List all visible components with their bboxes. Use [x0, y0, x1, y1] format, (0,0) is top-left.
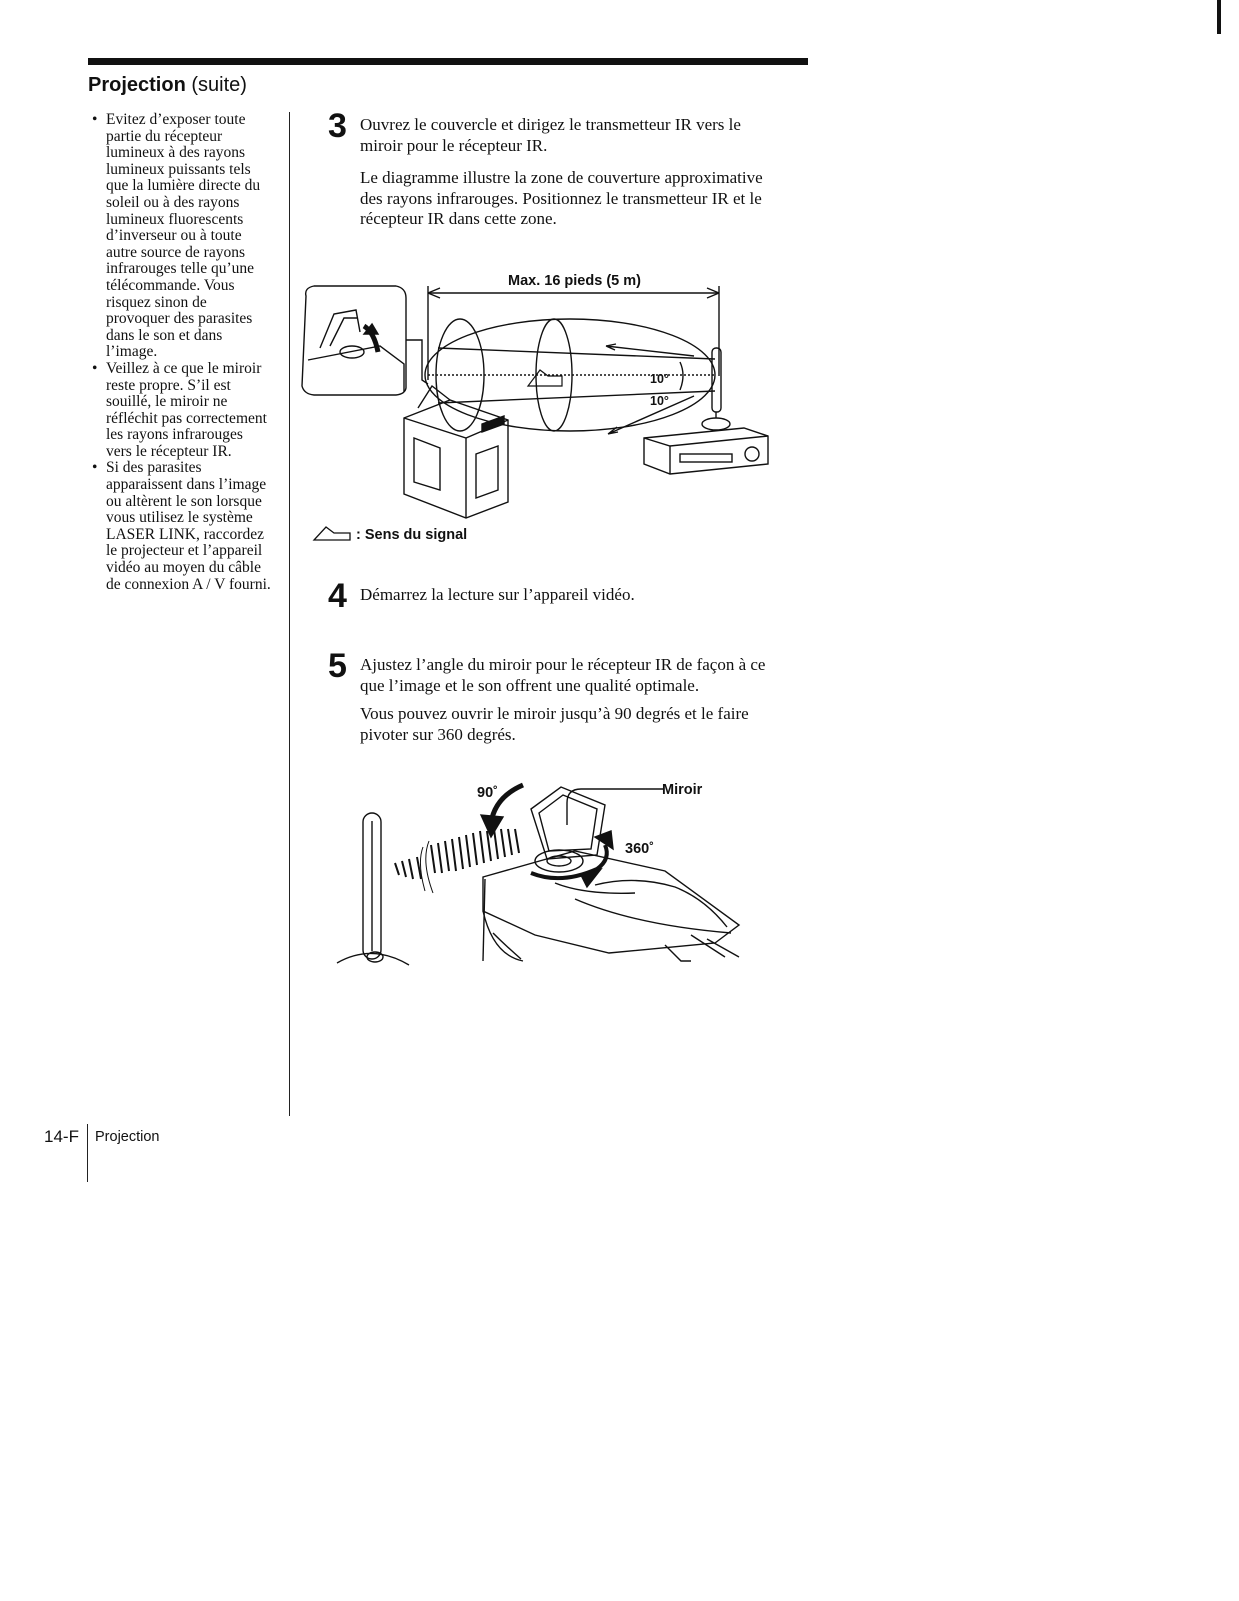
ir-coverage-illustration	[300, 268, 780, 520]
section-title-main: Projection	[88, 74, 186, 96]
section-header-rule	[88, 58, 808, 65]
ir-coverage-diagram	[300, 268, 780, 520]
step-4	[328, 577, 768, 615]
side-note: • Si des parasites apparaissent dans l’image ou altèrent le son lorsque vous utilisez le système LASER LINK, raccordez le projecteur et l’appareil vidéo au moyen du câble de connexion A / V fourni.	[92, 460, 272, 593]
step-5	[328, 647, 768, 745]
rotation-angle-label: 360˚	[625, 841, 655, 857]
column-divider	[289, 112, 290, 1116]
tilt-angle-label: 90˚	[477, 785, 498, 801]
signal-direction-arrow-icon	[312, 526, 352, 542]
mirror-adjust-illustration	[335, 775, 745, 970]
side-note: • Veillez à ce que le miroir reste propre. S’il est souillé, le miroir ne réfléchit pas correctement les rayons infrarouges vers le récepteur IR.	[92, 361, 272, 461]
step-detail: Vous pouvez ouvrir le miroir jusqu’à 90 degrés et le faire pivoter sur 360 degrés.	[360, 704, 749, 744]
angle-top-label: 10°	[650, 372, 669, 386]
mirror-adjust-diagram	[335, 775, 745, 970]
step-instruction: Démarrez la lecture sur l’appareil vidéo.	[360, 585, 635, 604]
step-detail: Le diagramme illustre la zone de couverture approximative des rayons infrarouges. Positionnez le transmetteur IR et le récepteur IR dans cette zone.	[360, 168, 763, 228]
step-3	[328, 107, 768, 230]
inset-callout-box	[302, 286, 406, 395]
step-number: 3	[328, 107, 347, 145]
section-title	[88, 74, 247, 97]
footer-section-label: Projection	[95, 1129, 160, 1145]
step-instruction: Ouvrez le couvercle et dirigez le transmetteur IR vers le miroir pour le récepteur IR.	[360, 115, 741, 155]
step-number: 5	[328, 647, 347, 685]
side-notes-list	[92, 112, 272, 593]
step-number: 4	[328, 577, 347, 615]
step-instruction: Ajustez l’angle du miroir pour le récepteur IR de façon à ce que l’image et le son offrent une qualité optimale.	[360, 655, 766, 695]
side-note: • Evitez d’exposer toute partie du récepteur lumineux à des rayons lumineux puissants tels que la lumière directe du soleil ou à des rayons lumineux fluorescents d’inverseur ou à toute autre source de rayons infrarouges telle qu’une télécommande. Vous risquez sinon de provoquer des parasites dans le son et dans l’image.	[92, 112, 272, 361]
signal-direction-legend	[312, 526, 467, 543]
projector-body	[404, 400, 508, 518]
distance-label: Max. 16 pieds (5 m)	[508, 273, 641, 289]
footer-divider	[87, 1124, 88, 1182]
section-title-suffix: (suite)	[191, 74, 247, 96]
page-edge-mark	[1217, 0, 1221, 34]
mirror-label: Miroir	[662, 782, 703, 798]
page-number: 14-F	[44, 1127, 79, 1146]
legend-text: : Sens du signal	[356, 527, 468, 543]
angle-bottom-label: 10°	[650, 394, 669, 408]
